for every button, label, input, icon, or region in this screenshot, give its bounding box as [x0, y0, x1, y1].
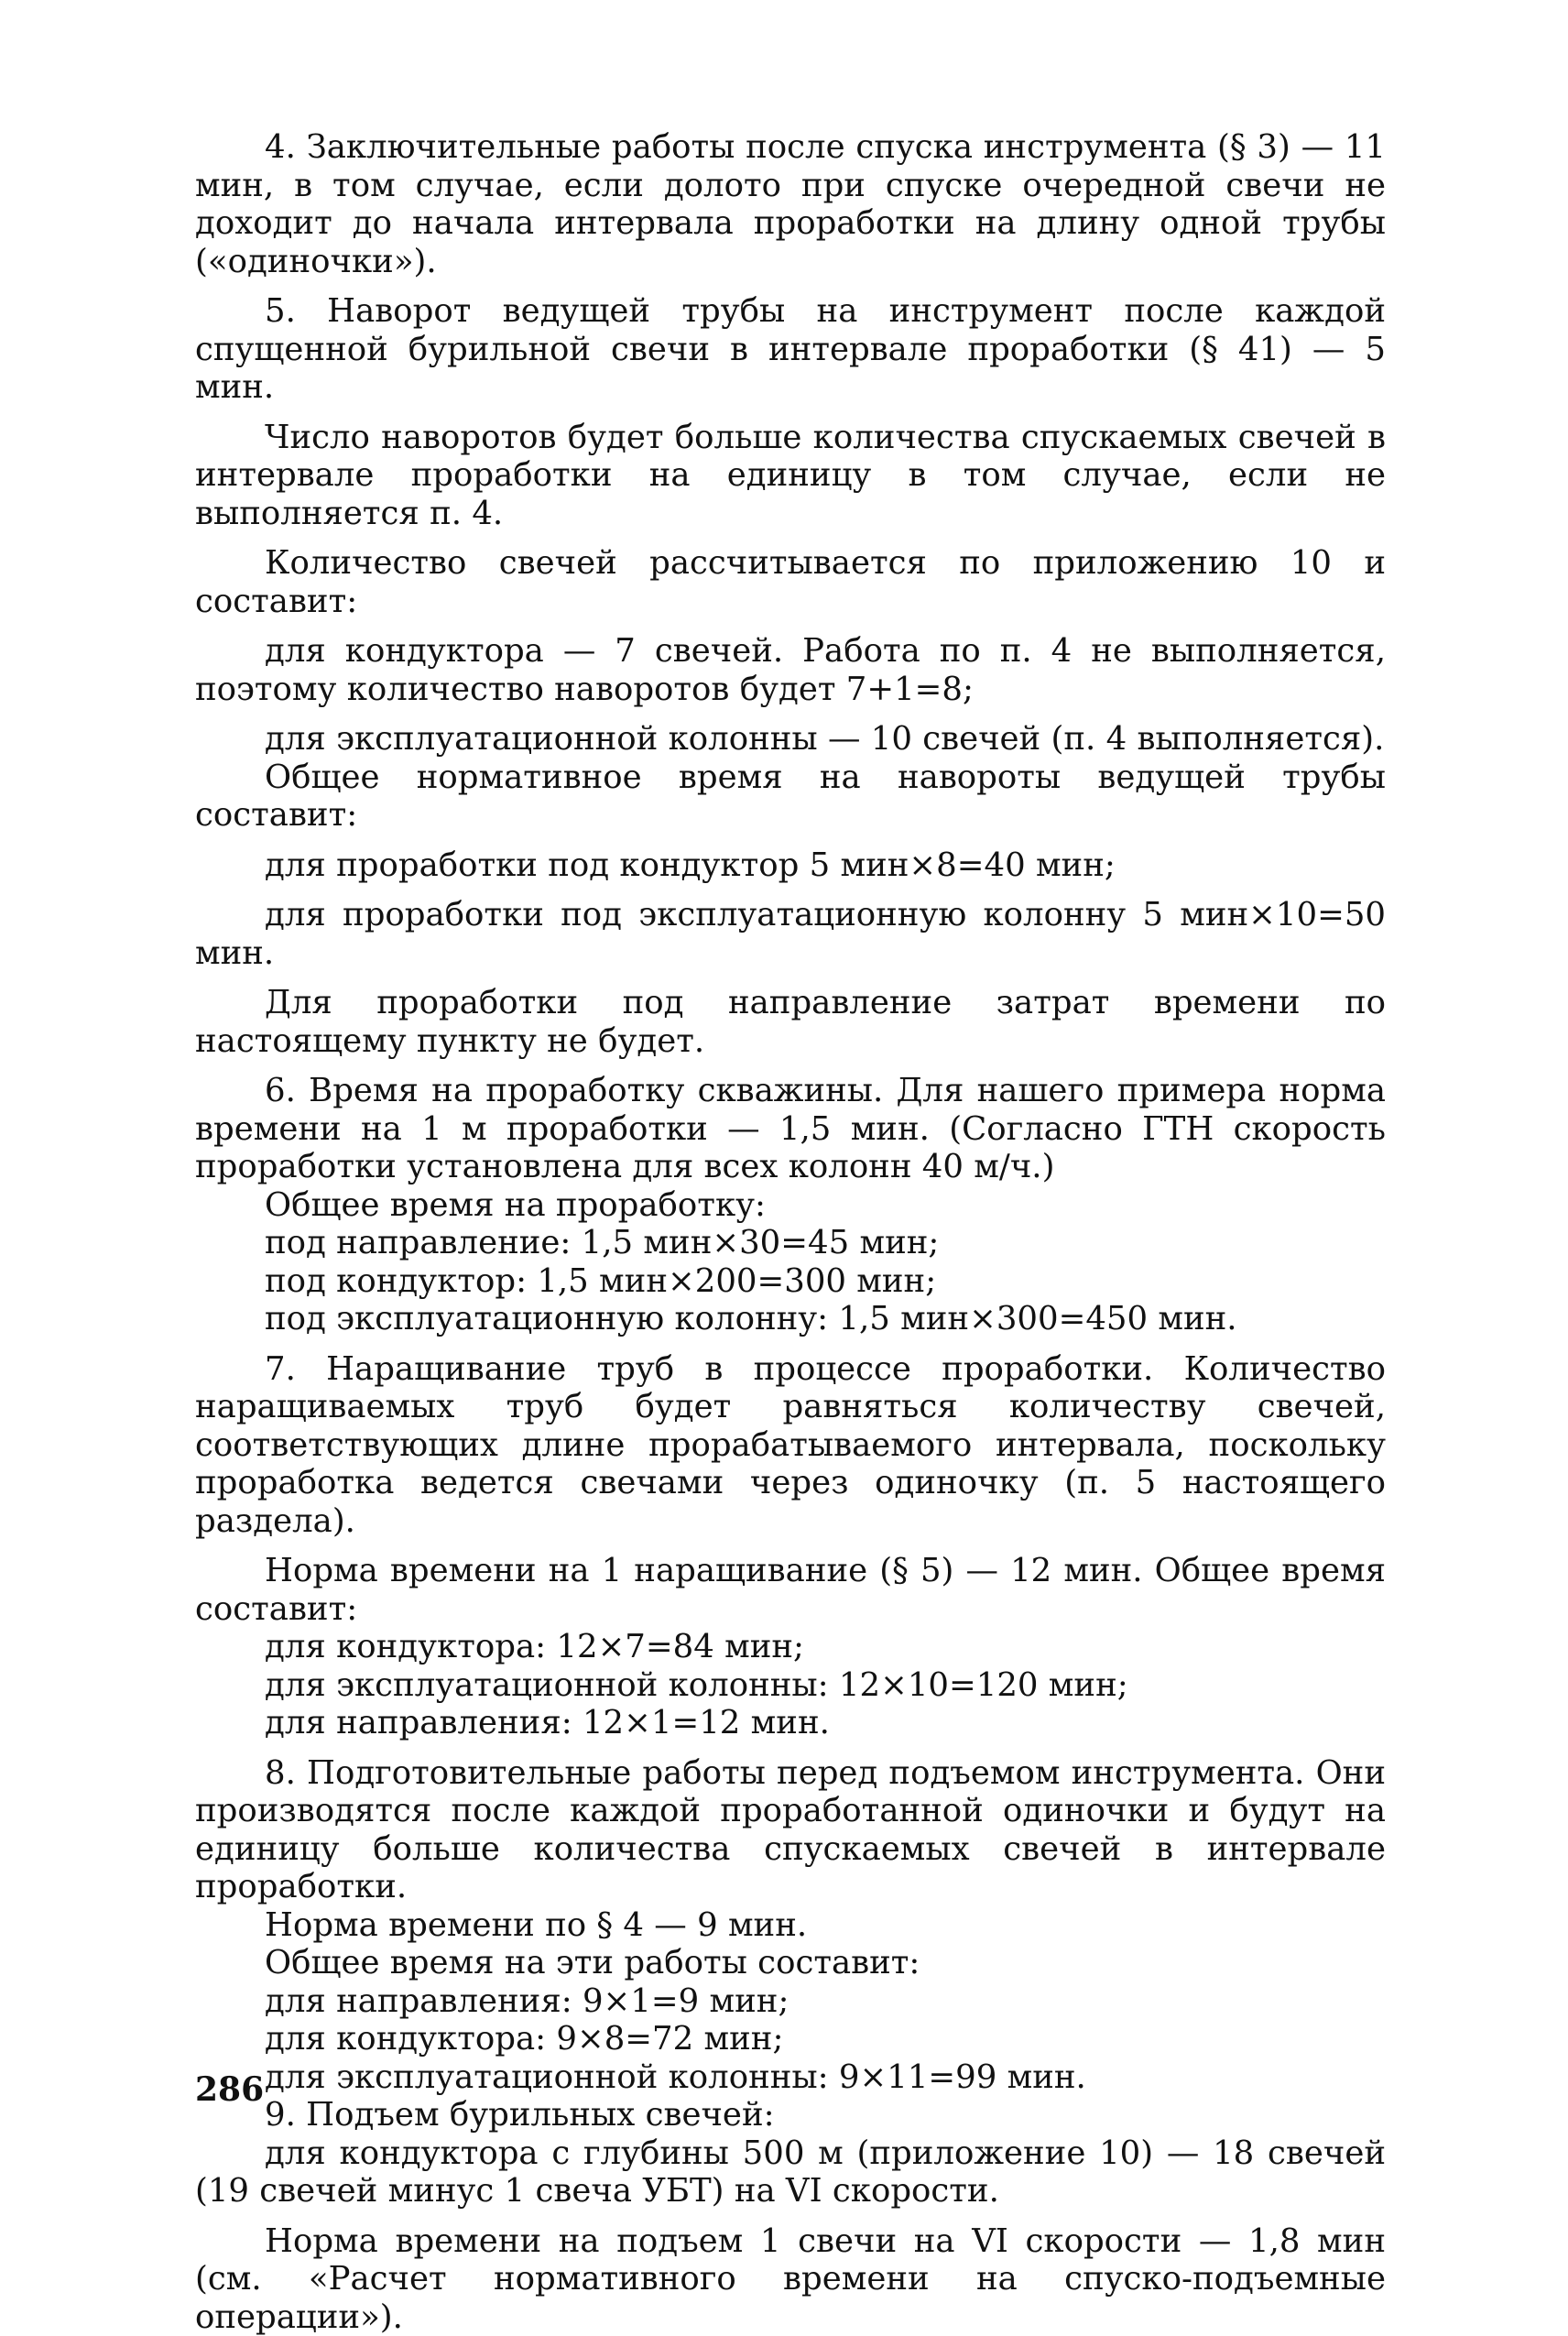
paragraph-item-4: 4. Заключительные работы после спуска инструмента (§ 3) — 11 мин, в том случае, если долото при спуске очередной свечи не доходит до начала интервала проработки на длину одной трубы («одиночки»). [195, 128, 1386, 280]
paragraph-lift-norm: Норма времени на подъем 1 свечи на VI скорости — 1,8 мин (см. «Расчет нормативного времени на спуско-подъемные операции»). [195, 2222, 1386, 2336]
page-number: 286 [195, 2070, 264, 2109]
line-reaming-conductor: под кондуктор: 1,5 мин×200=300 мин; [265, 1262, 1386, 1301]
line-production-threads: для проработки под эксплуатационную колонну 5 мин×10=50 мин. [195, 896, 1386, 972]
paragraph-item-8: 8. Подготовительные работы перед подъемом инструмента. Они производятся после каждой проработанной одиночки и будут на единицу больше количества спускаемых свечей в интервале проработки. [195, 1754, 1386, 1906]
line-conductor-threads: для проработки под кондуктор 5 мин×8=40 мин; [195, 846, 1386, 885]
line-extension-direction: для направления: 12×1=12 мин. [265, 1704, 1386, 1742]
line-prep-total-heading: Общее время на эти работы составит: [265, 1944, 1386, 1982]
paragraph-item-5: 5. Наворот ведущей трубы на инструмент после каждой спущенной бурильной свечи в интервале проработки (§ 41) — 5 мин. [195, 292, 1386, 407]
line-reaming-direction: под направление: 1,5 мин×30=45 мин; [265, 1224, 1386, 1262]
paragraph-item-7: 7. Наращивание труб в процессе проработки. Количество наращиваемых труб будет равняться количеству свечей, соответствующих длине прорабатываемого интервала, поскольку проработка ведется свечами через одиночку (п. 5 настоящего раздела). [195, 1350, 1386, 1541]
line-prep-norm: Норма времени по § 4 — 9 мин. [265, 1906, 1386, 1945]
line-item-9-heading: 9. Подъем бурильных свечей: [265, 2096, 1386, 2134]
line-extension-conductor: для кондуктора: 12×7=84 мин; [265, 1628, 1386, 1666]
line-reaming-production: под эксплуатационную колонну: 1,5 мин×300=450 мин. [265, 1300, 1386, 1338]
line-total-reaming-heading: Общее время на проработку: [265, 1186, 1386, 1225]
line-extension-production: для эксплуатационной колонны: 12×10=120 мин; [265, 1666, 1386, 1705]
paragraph-candle-count: Количество свечей рассчитывается по приложению 10 и составит: [195, 544, 1386, 620]
paragraph-production-count: для эксплуатационной колонны — 10 свечей (п. 4 выполняется). [195, 720, 1386, 759]
paragraph-total-normative: Общее нормативное время на навороты ведущей трубы составит: [195, 759, 1386, 835]
paragraph-item-6: 6. Время на проработку скважины. Для нашего примера норма времени на 1 м проработки — 1,5 мин. (Согласно ГТН скорость проработки установлена для всех колонн 40 м/ч.) [195, 1072, 1386, 1186]
paragraph-extension-norm: Норма времени на 1 наращивание (§ 5) — 12 мин. Общее время составит: [195, 1552, 1386, 1628]
document-page [195, 128, 1386, 2336]
paragraph-lift-conductor: для кондуктора с глубины 500 м (приложение 10) — 18 свечей (19 свечей минус 1 свеча УБТ) на VI скорости. [195, 2134, 1386, 2210]
line-prep-direction: для направления: 9×1=9 мин; [265, 1982, 1386, 2021]
paragraph-direction-none: Для проработки под направление затрат времени по настоящему пункту не будет. [195, 984, 1386, 1060]
paragraph-conductor-count: для кондуктора — 7 свечей. Работа по п. 4 не выполняется, поэтому количество наворотов будет 7+1=8; [195, 632, 1386, 708]
line-prep-conductor: для кондуктора: 9×8=72 мин; [265, 2020, 1386, 2058]
paragraph-thread-count: Число наворотов будет больше количества спускаемых свечей в интервале проработки на единицу в том случае, если не выполняется п. 4. [195, 419, 1386, 533]
line-prep-production: для эксплуатационной колонны: 9×11=99 мин. [265, 2058, 1386, 2097]
